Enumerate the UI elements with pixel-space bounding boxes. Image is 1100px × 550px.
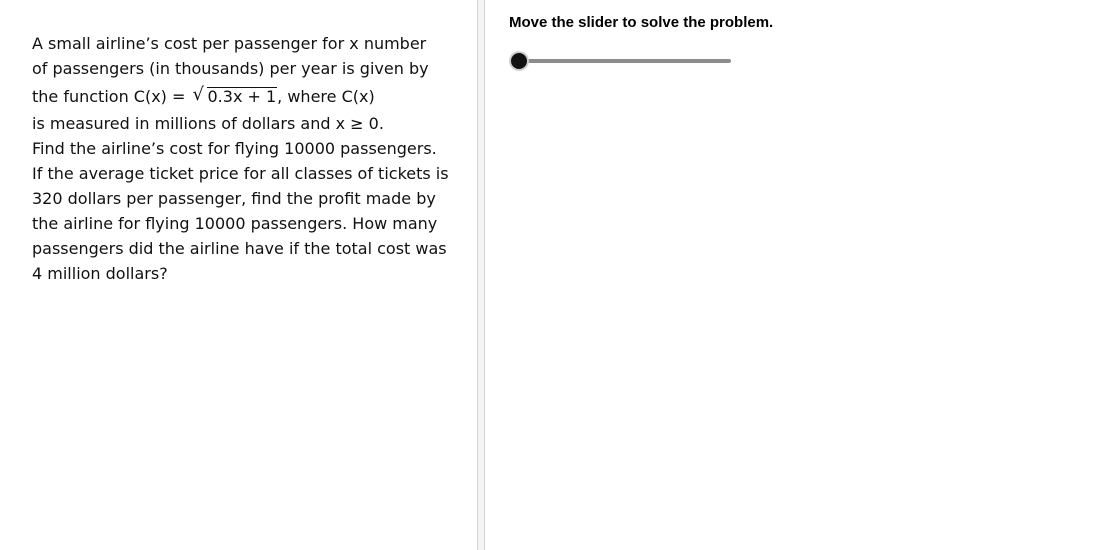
problem-statement	[32, 31, 452, 286]
problem-line-8: the airline for flying 10000 passengers. How many	[32, 214, 438, 233]
square-root-expression	[193, 81, 278, 113]
problem-line-1: A small airline’s cost per passenger for x number	[32, 34, 427, 53]
panel-divider[interactable]	[477, 0, 485, 550]
formula-prefix: the function C(x) =	[32, 87, 191, 106]
square-root-icon: √	[192, 84, 204, 105]
problem-line-6: If the average ticket price for all classes of tickets is	[32, 164, 449, 183]
text-panel	[0, 0, 477, 550]
slider-thumb[interactable]	[511, 53, 527, 69]
problem-line-4: is measured in millions of dollars and x ≥ 0.	[32, 114, 384, 133]
problem-line-3	[32, 81, 452, 111]
slider-track[interactable]	[519, 59, 731, 63]
graphics-panel	[485, 0, 1100, 550]
formula-suffix: , where C(x)	[277, 87, 375, 106]
square-root-radicand: 0.3x + 1	[207, 87, 277, 106]
problem-line-10: 4 million dollars?	[32, 264, 168, 283]
problem-slider[interactable]	[519, 52, 731, 70]
problem-line-2: of passengers (in thousands) per year is given by	[32, 59, 429, 78]
instruction-text: Move the slider to solve the problem.	[509, 14, 774, 31]
problem-line-9: passengers did the airline have if the total cost was	[32, 239, 447, 258]
problem-line-7: 320 dollars per passenger, find the profit made by	[32, 189, 436, 208]
problem-line-5: Find the airline’s cost for flying 10000 passengers.	[32, 139, 437, 158]
